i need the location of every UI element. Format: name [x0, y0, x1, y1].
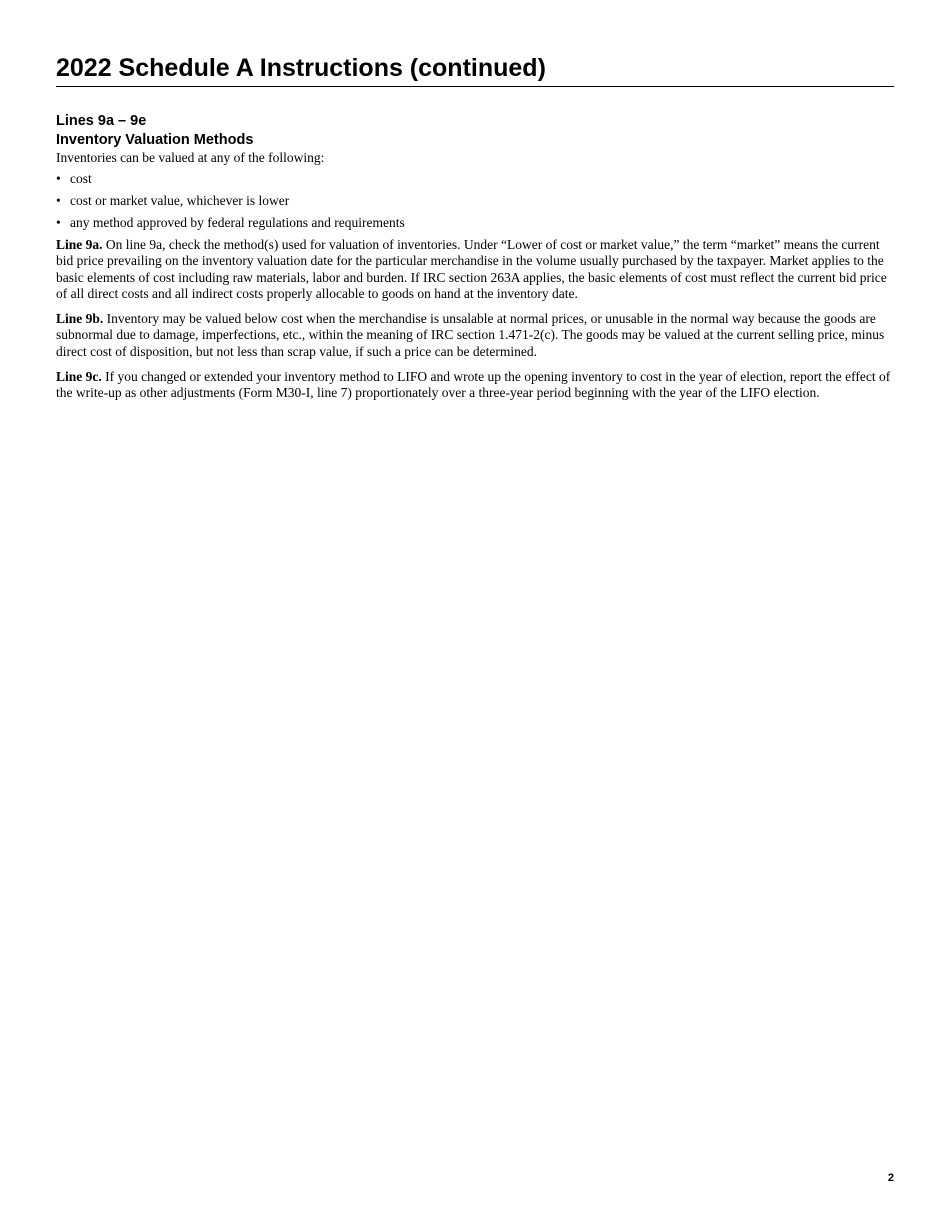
- paragraph-text: On line 9a, check the method(s) used for valuation of inventories. Under “Lower of cost or market value,” the term “market” means the current bid price prevailing on the inventory valuation date for the particular merchandise in the volume usually purchased by the taxpayer. Market applies to the basic elements of cost including raw materials, labor and burden. If IRC section 263A applies, the basic elements of cost must reflect the current bid price of all direct costs and all indirect costs properly allocable to goods on hand at the inventory date.: [56, 236, 887, 302]
- bullet-icon: •: [56, 214, 61, 230]
- bullet-icon: •: [56, 170, 61, 186]
- section-intro: Inventories can be valued at any of the following:: [56, 150, 325, 165]
- valuation-methods-list: [56, 171, 894, 232]
- page-number: 2: [887, 1172, 894, 1184]
- list-item-text: cost: [70, 170, 92, 186]
- paragraph-line-9b: [56, 311, 894, 361]
- paragraph-line-9c: [56, 369, 894, 402]
- page-title: 2022 Schedule A Instructions (continued): [56, 52, 894, 87]
- section-heading-topic: Inventory Valuation Methods: [56, 132, 254, 148]
- bullet-icon: •: [56, 192, 61, 208]
- inventory-section: [56, 112, 894, 402]
- paragraph-label: Line 9b.: [56, 310, 104, 326]
- list-item-text: cost or market value, whichever is lower: [70, 192, 290, 208]
- list-item: [56, 171, 894, 188]
- document-page: [56, 52, 894, 410]
- list-item: [56, 193, 894, 210]
- paragraph-line-9a: [56, 237, 894, 303]
- paragraph-label: Line 9a.: [56, 236, 103, 252]
- list-item-text: any method approved by federal regulations and requirements: [70, 214, 405, 230]
- section-heading-lines: Lines 9a – 9e: [56, 113, 147, 129]
- paragraph-label: Line 9c.: [56, 368, 102, 384]
- paragraph-text: If you changed or extended your inventory method to LIFO and wrote up the opening inventory to cost in the year of election, report the effect of the write-up as other adjustments (Form M30-I, line 7) proportionately over a three-year period beginning with the year of the LIFO election.: [56, 368, 891, 401]
- list-item: [56, 215, 894, 232]
- paragraph-text: Inventory may be valued below cost when the merchandise is unsalable at normal prices, or unusable in the normal way because the goods are subnormal due to damage, imperfections, etc., within the meaning of IRC section 1.471-2(c). The goods may be valued at the current selling price, minus direct cost of disposition, but not less than scrap value, if such a price can be determined.: [56, 310, 885, 360]
